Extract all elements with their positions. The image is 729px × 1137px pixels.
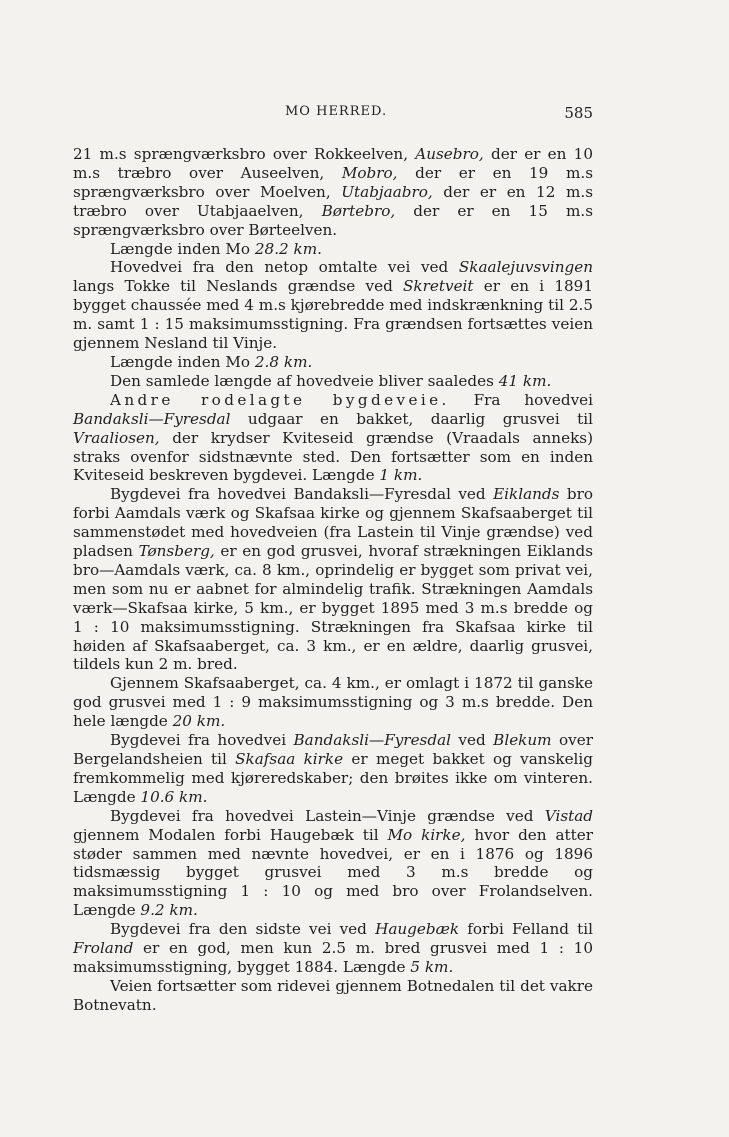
- text-segment: ved: [450, 731, 494, 750]
- italic-segment: 41 km.: [498, 371, 552, 390]
- paragraph: [73, 674, 593, 731]
- text-segment: der er en 12 m.s træbro over Utabjaaelven,: [73, 182, 593, 220]
- text-segment: Længde inden Mo: [110, 352, 255, 371]
- paragraph: [73, 807, 593, 920]
- italic-segment: 5 km.: [410, 957, 454, 976]
- italic-segment: Haugebæk: [375, 920, 460, 939]
- text-segment: over Bergelandsheien til: [73, 731, 593, 768]
- spaced-heading-segment: Andre rodelagte bygdeveie.: [110, 390, 450, 409]
- text-segment: gjennem Modalen forbi Haugebæk til: [73, 825, 388, 844]
- text-segment: Den samlede længde af hovedveie bliver saaledes: [110, 371, 499, 390]
- italic-segment: Eiklands: [493, 485, 560, 504]
- italic-segment: Blekum: [493, 731, 552, 750]
- italic-segment: Skaalejuvsvingen: [458, 258, 593, 277]
- body-text: [73, 145, 593, 1015]
- paragraph: [73, 145, 593, 240]
- text-segment: bro forbi Aamdals værk og Skafsaa kirke og gjennem Skafsaaberget til sammenstødet med hovedveien (fra Lastein til Vinje grændse) ved pladsen: [73, 485, 593, 561]
- text-segment: der er en 15 m.s sprængværksbro over Børteelven.: [73, 201, 593, 239]
- italic-segment: Vraaliosen,: [73, 428, 160, 447]
- text-segment: Bygdevei fra den sidste vei ved: [110, 920, 376, 939]
- text-segment: er meget bakket og vanskelig fremkommelig med kjøreredskaber; den brøites ikke om vinteren. Længde: [73, 750, 593, 806]
- italic-segment: Mo kirke,: [387, 825, 466, 844]
- italic-segment: Børtebro,: [321, 201, 396, 220]
- paragraph: [73, 240, 593, 259]
- text-segment: der er en 10 m.s træbro over Auseelven,: [73, 145, 594, 182]
- paragraph: [73, 977, 593, 1015]
- text-segment: er en god, men kun 2.5 m. bred grusvei med 1 : 10 maksimumsstigning, bygget 1884. Længde: [73, 939, 593, 976]
- page-number: 585: [564, 104, 593, 122]
- text-segment: der er en 19 m.s sprængværksbro over Moelven,: [73, 163, 593, 201]
- text-segment: Gjennem Skafsaaberget, ca. 4 km., er omlagt i 1872 til ganske god grusvei med 1 : 9 maksimumsstigning og 3 m.s bredde. Den hele længde: [73, 674, 593, 731]
- italic-segment: 9.2 km.: [140, 901, 198, 920]
- text-segment: er en god grusvei, hvoraf strækningen Eiklands bro—Aamdals værk, ca. 8 km., oprindelig er bygget som privat vei, men som nu er aabnet for almindelig trafik. Strækningen Aamdals værk—Skafsaa kirke, 5 km., er bygget 1895 med 3 m.s bredde og 1 : 10 maksimumsstigning. Strækningen fra Skafsaa kirke til høiden af Skafsaaberget, ca. 3 km., er en ældre, daarlig grusvei, tildels kun 2 m. bred.: [73, 542, 593, 674]
- text-segment: Bygdevei fra hovedvei Lastein—Vinje grændse ved: [110, 806, 545, 825]
- text-segment: 21 m.s sprængværksbro over Rokkeelven,: [73, 145, 416, 163]
- text-segment: der krydser Kviteseid grændse (Vraadals anneks) straks ovenfor sidstnævnte sted. Den fortsætter som en inden Kviteseid beskreven bygdevei. Længde: [73, 428, 593, 485]
- text-segment: forbi Felland til: [459, 920, 594, 939]
- italic-segment: 20 km.: [172, 712, 226, 731]
- italic-segment: 10.6 km.: [140, 787, 208, 806]
- text-segment: Hovedvei fra den netop omtalte vei ved: [110, 258, 459, 277]
- paragraph: [73, 391, 593, 486]
- paragraph: [73, 731, 593, 807]
- text-segment: hvor den atter støder sammen med nævnte hovedvei, er en i 1876 og 1896 tidsmæssig bygget grusvei med 3 m.s bredde og maksimumsstigning 1 : 10 og med bro over Frolandselven. Længde: [73, 825, 593, 920]
- paragraph: [73, 353, 593, 372]
- text-segment: Bygdevei fra hovedvei: [110, 731, 294, 750]
- italic-segment: Tønsberg,: [138, 542, 215, 561]
- text-segment: Veien fortsætter som ridevei gjennem Botnedalen til det vakre Botnevatn.: [73, 976, 593, 1014]
- italic-segment: Vistad: [544, 806, 593, 825]
- text-segment: Bygdevei fra hovedvei Bandaksli—Fyresdal ved: [110, 485, 494, 504]
- paragraph: [73, 258, 593, 353]
- italic-segment: Mobro,: [341, 163, 398, 182]
- italic-segment: 28.2 km.: [254, 239, 322, 258]
- text-segment: Fra hovedvei: [449, 390, 593, 409]
- italic-segment: Bandaksli—Fyresdal: [73, 409, 231, 428]
- italic-segment: Utabjaabro,: [341, 182, 433, 201]
- paragraph: [73, 485, 593, 674]
- text-segment: er en i 1891 bygget chaussée med 4 m.s kjørebredde med indskrænkning til 2.5 m. samt 1 : 15 maksimumsstigning. Fra grændsen fortsættes veien gjennem Nesland til Vinje.: [73, 277, 593, 353]
- paragraph: [73, 920, 593, 977]
- italic-segment: 2.8 km.: [254, 352, 313, 371]
- italic-segment: Ausebro,: [415, 145, 484, 163]
- text-segment: udgaar en bakket, daarlig grusvei til: [230, 409, 593, 428]
- text-segment: Længde inden Mo: [110, 239, 255, 258]
- italic-segment: 1 km.: [379, 466, 423, 485]
- italic-segment: Bandaksli—Fyresdal: [293, 731, 451, 750]
- italic-segment: Froland: [73, 939, 134, 958]
- text-segment: langs Tokke til Neslands grændse ved: [73, 277, 404, 296]
- header-title: MO HERRED.: [285, 104, 388, 119]
- italic-segment: Skafsaa kirke: [235, 750, 344, 768]
- italic-segment: Skretveit: [403, 277, 474, 296]
- paragraph: [73, 372, 593, 391]
